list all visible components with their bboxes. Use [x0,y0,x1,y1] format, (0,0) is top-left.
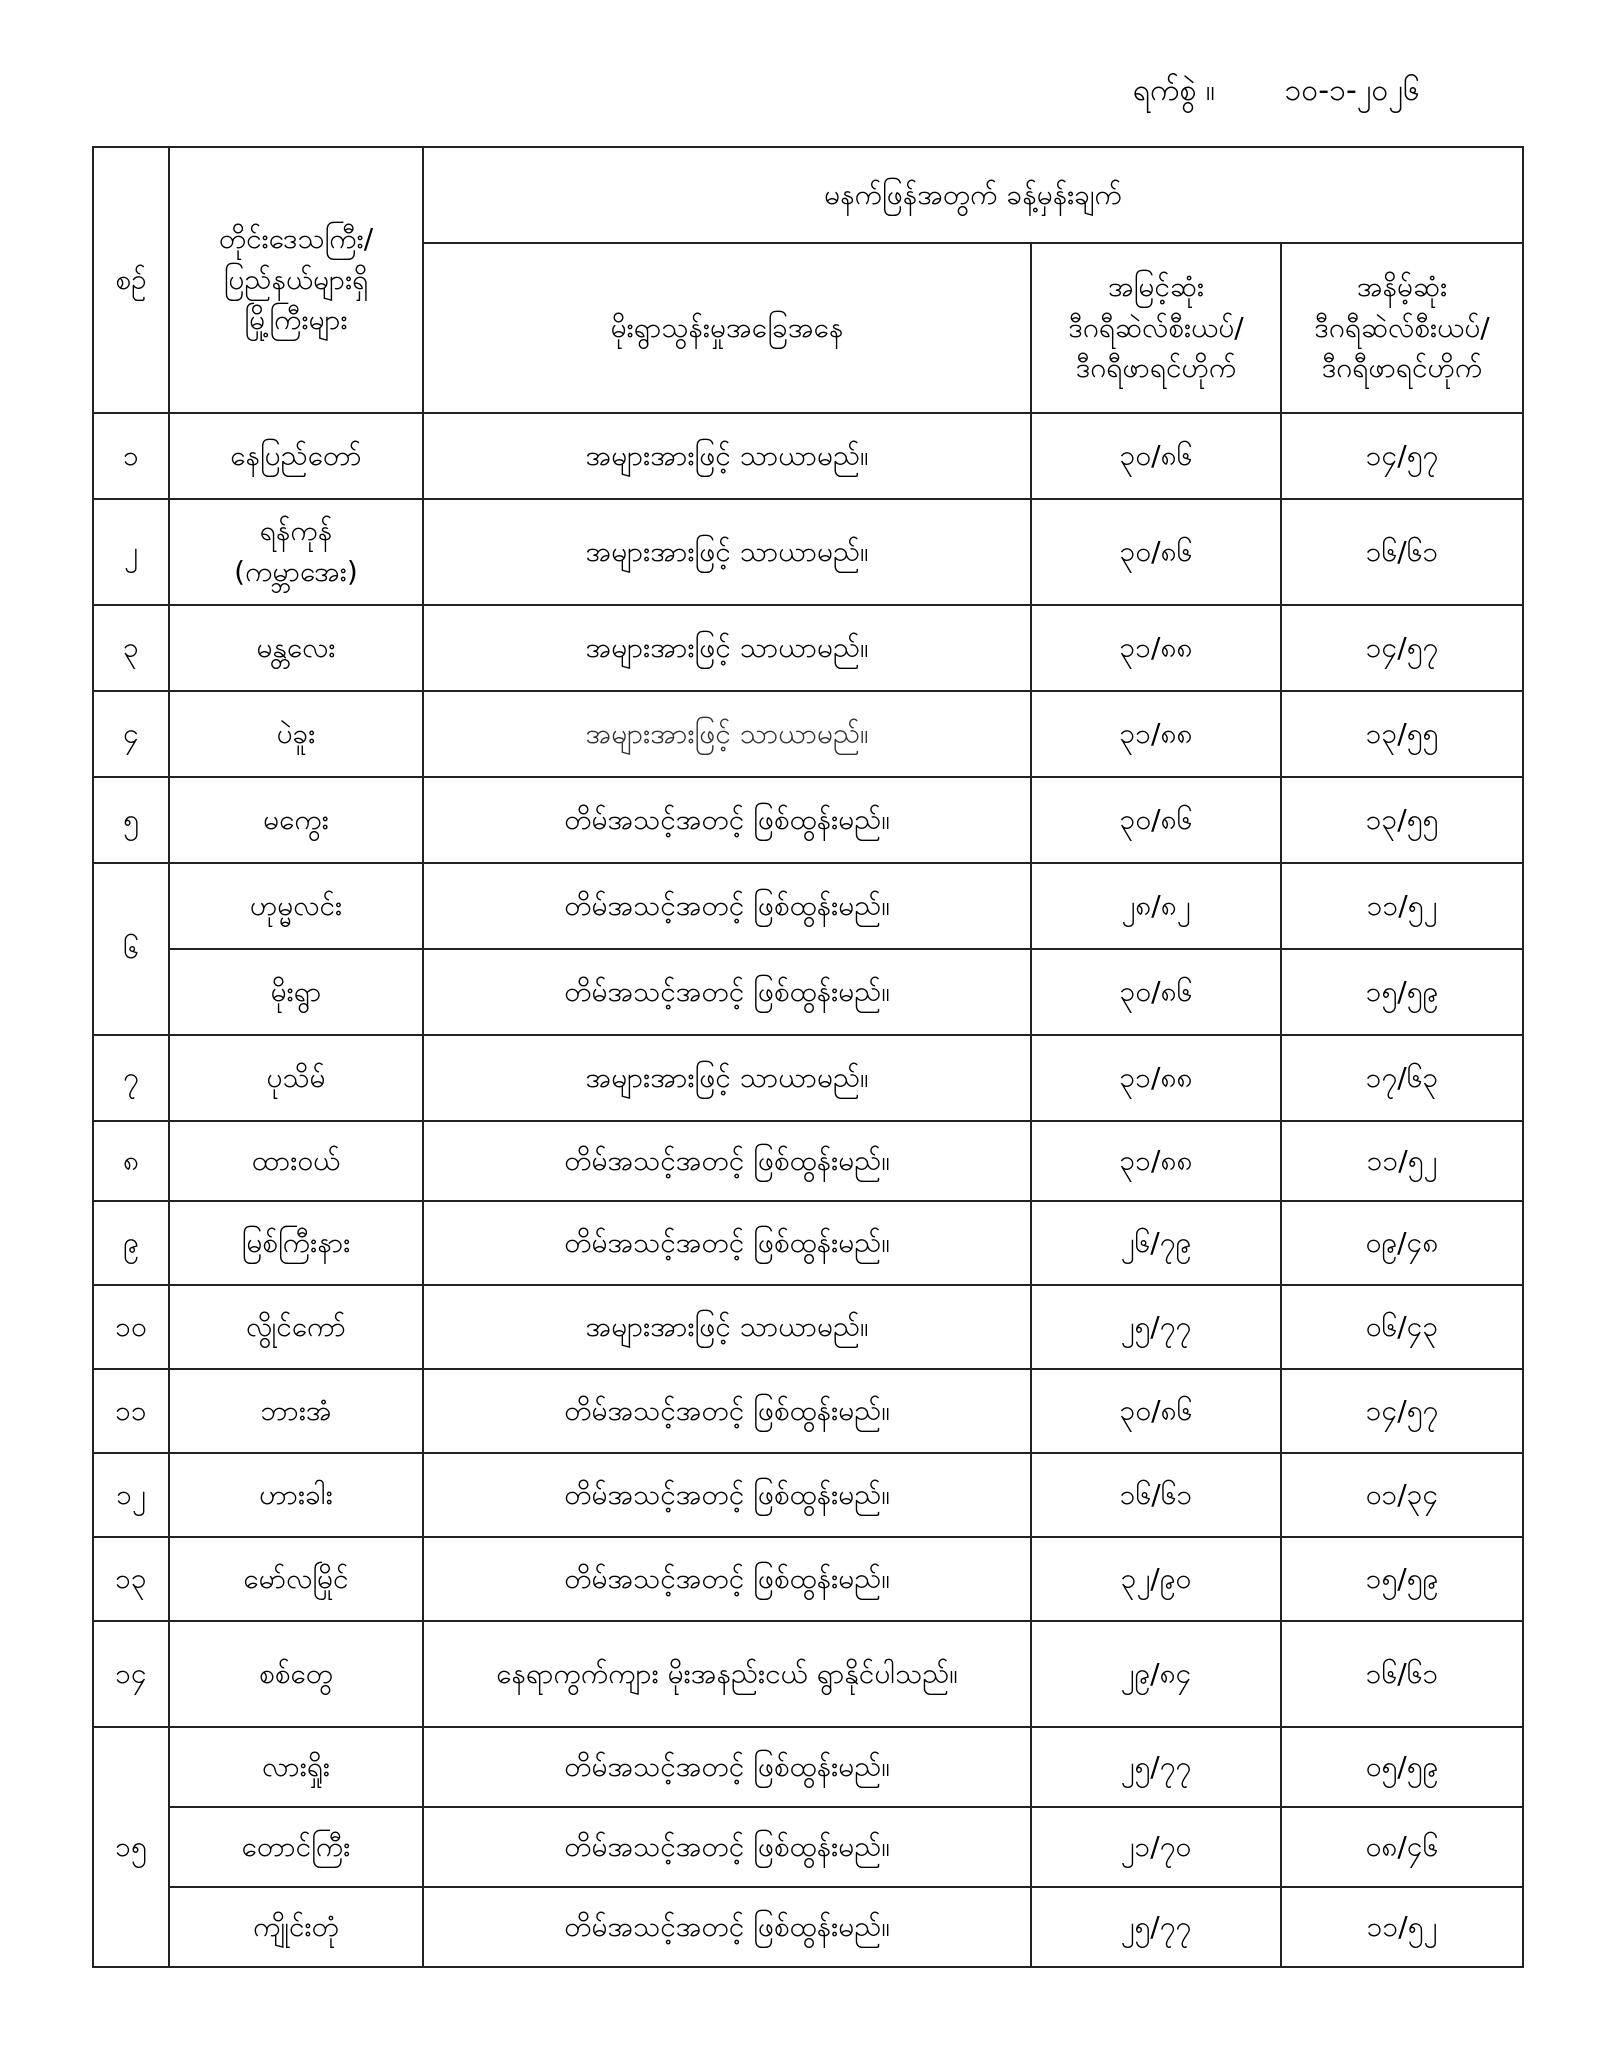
row-city: ကျိုင်းတုံ [169,1887,423,1967]
table-row [93,1369,1523,1453]
row-min: ၁၁/၅၂ [1281,1121,1523,1201]
row-condition: အများအားဖြင့် သာယာမည်။ [423,691,1031,777]
date-line [1133,70,1420,115]
header-city [169,147,423,413]
table-row [93,1807,1523,1887]
row-condition: တိမ်အသင့်အတင့် ဖြစ်ထွန်းမည်။ [423,949,1031,1035]
row-max: ၃၀/၈၆ [1031,413,1281,499]
table-row [93,1285,1523,1369]
row-no: ၆ [93,863,169,1035]
header-no: စဉ် [93,147,169,413]
table-row [93,863,1523,949]
row-max: ၃၀/၈၆ [1031,1369,1281,1453]
row-min: ၀၈/၄၆ [1281,1807,1523,1887]
row-condition: တိမ်အသင့်အတင့် ဖြစ်ထွန်းမည်။ [423,1537,1031,1621]
table-row [93,949,1523,1035]
row-condition: တိမ်အသင့်အတင့် ဖြစ်ထွန်းမည်။ [423,1807,1031,1887]
table-row [93,1621,1523,1727]
header-max-line: အမြင့်ဆုံး [1107,270,1205,304]
row-city: စစ်တွေ [169,1621,423,1727]
row-city: ပုသိမ် [169,1035,423,1121]
row-max: ၃၀/၈၆ [1031,949,1281,1035]
header-min-line: အနိမ့်ဆုံး [1356,270,1448,304]
row-city: မန္တလေး [169,605,423,691]
header-max-line: ဒီဂရီဆဲလ်စီးယပ်/ [1068,310,1244,344]
header-condition: မိုးရွာသွန်းမှုအခြေအနေ [423,243,1031,413]
header-min-line: ဒီဂရီဖာရင်ဟိုက် [1321,351,1483,385]
forecast-table [92,146,1524,1968]
row-condition: တိမ်အသင့်အတင့် ဖြစ်ထွန်းမည်။ [423,1453,1031,1537]
row-no: ၅ [93,777,169,863]
row-max: ၃၁/၈၈ [1031,691,1281,777]
table-row [93,605,1523,691]
row-max: ၂၅/၇၇ [1031,1285,1281,1369]
header-city-line: ပြည်နယ်များရှိ [223,262,369,296]
row-max: ၃၂/၉၀ [1031,1537,1281,1621]
header-min [1281,243,1523,413]
row-max: ၂၈/၈၂ [1031,863,1281,949]
row-city: လွိုင်ကော် [169,1285,423,1369]
row-no: ၃ [93,605,169,691]
row-condition: တိမ်အသင့်အတင့် ဖြစ်ထွန်းမည်။ [423,863,1031,949]
row-condition: အများအားဖြင့် သာယာမည်။ [423,1285,1031,1369]
row-condition: တိမ်အသင့်အတင့် ဖြစ်ထွန်းမည်။ [423,1727,1031,1807]
row-condition: နေရာကွက်ကျား မိုးအနည်းငယ် ရွာနိုင်ပါသည်။ [423,1621,1031,1727]
row-city [169,499,423,605]
row-condition: တိမ်အသင့်အတင့် ဖြစ်ထွန်းမည်။ [423,1121,1031,1201]
row-min: ၁၅/၅၉ [1281,1537,1523,1621]
table-row [93,1201,1523,1285]
row-max: ၂၁/၇၀ [1031,1807,1281,1887]
row-city: ပဲခူး [169,691,423,777]
row-min: ၁၃/၅၅ [1281,691,1523,777]
row-max: ၂၅/၇၇ [1031,1887,1281,1967]
row-city: တောင်ကြီး [169,1807,423,1887]
row-min: ၀၆/၄၃ [1281,1285,1523,1369]
row-min: ၀၁/၃၄ [1281,1453,1523,1537]
row-city: ဟုမ္မလင်း [169,863,423,949]
row-max: ၁၆/၆၁ [1031,1453,1281,1537]
header-min-line: ဒီဂရီဆဲလ်စီးယပ်/ [1314,310,1490,344]
row-max: ၃၁/၈၈ [1031,1035,1281,1121]
row-min: ၁၆/၆၁ [1281,1621,1523,1727]
row-no: ၇ [93,1035,169,1121]
row-no: ၁၂ [93,1453,169,1537]
row-no: ၁၃ [93,1537,169,1621]
row-max: ၂၅/၇၇ [1031,1727,1281,1807]
row-city: ဘားအံ [169,1369,423,1453]
header-max-line: ဒီဂရီဖာရင်ဟိုက် [1075,351,1237,385]
table-row [93,1453,1523,1537]
row-max: ၂၉/၈၄ [1031,1621,1281,1727]
row-min: ၀၉/၄၈ [1281,1201,1523,1285]
row-min: ၁၄/၅၇ [1281,413,1523,499]
row-city-line: ရန်ကုန် [259,514,333,548]
row-max: ၃၁/၈၈ [1031,605,1281,691]
row-no: ၂ [93,499,169,605]
row-min: ၁၁/၅၂ [1281,1887,1523,1967]
table-row [93,499,1523,605]
row-max: ၂၆/၇၉ [1031,1201,1281,1285]
table-row [93,1727,1523,1807]
row-min: ၁၁/၅၂ [1281,863,1523,949]
row-condition: တိမ်အသင့်အတင့် ဖြစ်ထွန်းမည်။ [423,777,1031,863]
row-no: ၈ [93,1121,169,1201]
row-condition: အများအားဖြင့် သာယာမည်။ [423,413,1031,499]
row-city: မကွေး [169,777,423,863]
header-forecast-title: မနက်ဖြန်အတွက် ခန့်မှန်းချက် [423,147,1523,243]
row-min: ၁၇/၆၃ [1281,1035,1523,1121]
row-no: ၁၀ [93,1285,169,1369]
row-city: လားရှိုး [169,1727,423,1807]
table-row [93,1035,1523,1121]
row-no: ၁၁ [93,1369,169,1453]
table-row [93,413,1523,499]
row-min: ၁၆/၆၁ [1281,499,1523,605]
date-label: ရက်စွဲ ။ [1132,73,1215,108]
header-city-line: မြို့ကြီးများ [244,303,348,337]
row-no: ၁ [93,413,169,499]
row-min: ၁၄/၅၇ [1281,605,1523,691]
row-no: ၁၄ [93,1621,169,1727]
row-condition: အများအားဖြင့် သာယာမည်။ [423,605,1031,691]
table-row [93,691,1523,777]
header-city-line: တိုင်းဒေသကြီး/ [218,222,374,256]
row-max: ၃၀/၈၆ [1031,499,1281,605]
row-condition: တိမ်အသင့်အတင့် ဖြစ်ထွန်းမည်။ [423,1369,1031,1453]
header-max [1031,243,1281,413]
row-city: မော်လမြိုင် [169,1537,423,1621]
row-min: ၀၅/၅၉ [1281,1727,1523,1807]
table-row [93,1887,1523,1967]
row-condition: တိမ်အသင့်အတင့် ဖြစ်ထွန်းမည်။ [423,1887,1031,1967]
row-city: နေပြည်တော် [169,413,423,499]
row-city: မိုးရွာ [169,949,423,1035]
row-condition: အများအားဖြင့် သာယာမည်။ [423,499,1031,605]
row-no: ၉ [93,1201,169,1285]
row-max: ၃၁/၈၈ [1031,1121,1281,1201]
row-city-line: (ကမ္ဘာအေး) [234,555,358,588]
row-no: ၄ [93,691,169,777]
row-max: ၃၀/၈၆ [1031,777,1281,863]
row-min: ၁၄/၅၇ [1281,1369,1523,1453]
table-row [93,1121,1523,1201]
date-value: ၁၀-၁-၂၀၂၆ [1284,73,1420,108]
row-condition: အများအားဖြင့် သာယာမည်။ [423,1035,1031,1121]
row-city: မြစ်ကြီးနား [169,1201,423,1285]
row-min: ၁၃/၅၅ [1281,777,1523,863]
row-no: ၁၅ [93,1727,169,1967]
table-row [93,777,1523,863]
table-row [93,1537,1523,1621]
row-city: ထားဝယ် [169,1121,423,1201]
row-condition: တိမ်အသင့်အတင့် ဖြစ်ထွန်းမည်။ [423,1201,1031,1285]
row-min: ၁၅/၅၉ [1281,949,1523,1035]
row-city: ဟားခါး [169,1453,423,1537]
